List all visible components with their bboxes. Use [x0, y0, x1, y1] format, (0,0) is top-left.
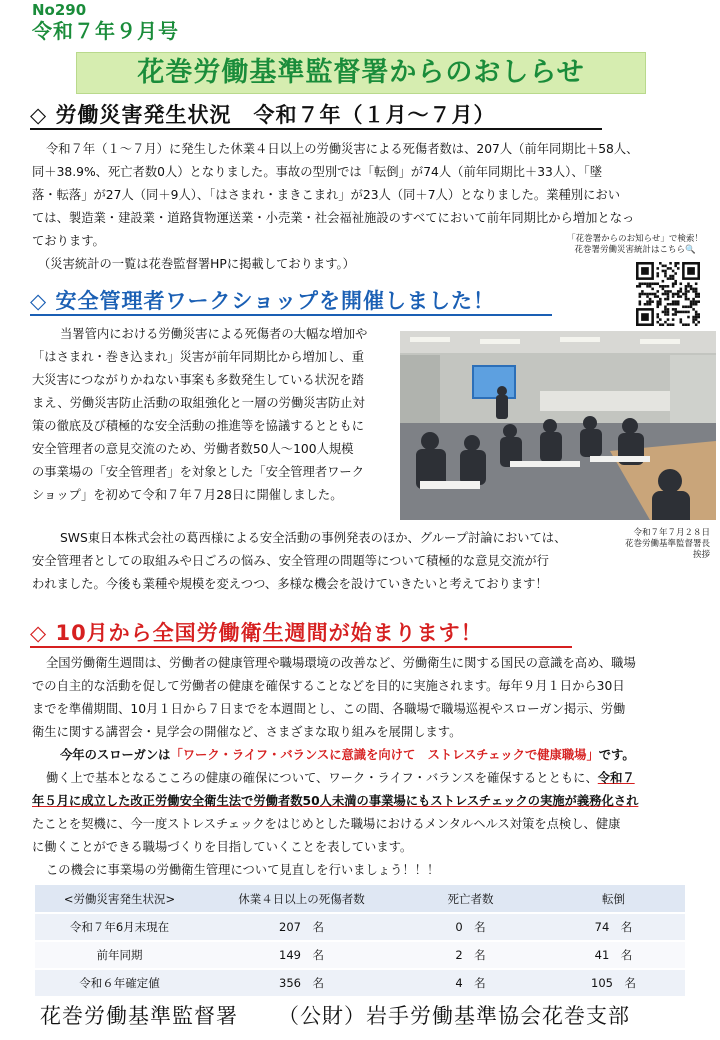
table-cell: 令和７年6月末現在 — [35, 913, 204, 941]
table-header: 転倒 — [542, 885, 685, 913]
newsletter-banner: 花巻労働基準監督署からのおしらせ — [76, 52, 646, 94]
section2-line: ショップ」を初めて令和７年７月28日に開催しました。 — [32, 488, 343, 502]
table-header: 死亡者数 — [399, 885, 542, 913]
qr-code[interactable] — [636, 262, 700, 326]
section2-line: SWS東日本株式会社の葛西様による安全活動の事例発表のほか、グループ討論においては、 — [60, 531, 567, 545]
table-cell: 105 名 — [542, 969, 685, 997]
section2-line: の事業場の「安全管理者」を対象とした「安全管理者ワーク — [32, 465, 365, 479]
footer-office: 花巻労働基準監督署 — [40, 1004, 238, 1028]
table-cell: 4 名 — [399, 969, 542, 997]
table-row — [35, 913, 685, 941]
qr-note-line: 「花巻署からのお知らせ」で検索！ — [567, 234, 703, 244]
photo-caption-line: 花巻労働基準監督署長 — [624, 539, 710, 549]
table-row — [35, 941, 685, 969]
photo-caption-line: 挨拶 — [692, 550, 710, 560]
section3-closing: この機会に事業場の労働衛生管理について見直しを行いましょう！！！ — [46, 863, 440, 877]
section3-line: に働くことができる職場づくりを目指していくことを表しています。 — [32, 840, 413, 854]
table-cell: 前年同期 — [35, 941, 204, 969]
section1-body — [32, 138, 638, 276]
section3-text: 働く上で基本となるこころの健康の確保について、ワーク・ライフ・バランスを確保するとともに、 — [46, 771, 598, 785]
section3-body — [32, 652, 638, 882]
accident-statistics-table — [35, 885, 685, 998]
footer-association: （公財）岩手労働基準協会花巻支部 — [278, 1004, 630, 1028]
section1-line: 落・転落」が27人（同＋9人）、「はさまれ・まきこまれ」が23人（同＋7人）となりました。業種別におい — [32, 188, 621, 202]
section1-line: 令和７年（１～７月）に発生した休業４日以上の労働災害による死傷者数は、207人（前年同期比＋58人、 — [46, 142, 639, 156]
law-amendment-emphasis: 令和７ — [597, 771, 635, 785]
section2-line: われました。今後も業種や規模を変えつつ、多様な機会を設けていきたいと考えております！ — [32, 577, 548, 591]
section2-body-continued — [32, 527, 566, 596]
section1-line: ては、製造業・建設業・道路貨物運送業・小売業・社会福祉施設のすべてにおいて前年同期比から増加となっ — [32, 211, 635, 225]
table-header: 休業４日以上の死傷者数 — [204, 885, 399, 913]
table-cell: 356 名 — [204, 969, 399, 997]
issue-number: No290 — [32, 1, 87, 19]
section2-line: 安全管理者の意見交流のため、労働者数50人～100人規模 — [32, 442, 354, 456]
section1-line: 同＋38.9%、死亡者数0人）となりました。事故の型別では「転倒」が74人（前年同期比＋33人）、「墜 — [32, 165, 603, 179]
section1-line: （災害統計の一覧は花巻監督署HPに掲載しております。） — [38, 257, 355, 271]
table-row — [35, 969, 685, 997]
qr-note-line: 花巻署労働災害統計はこちら🔍 — [574, 245, 696, 255]
photo-caption-line: 令和７年７月２８日 — [633, 528, 710, 538]
section2-line: まえ、労働災害防止活動の取組強化と一層の労働災害防止対 — [32, 396, 365, 410]
section2-line: 安全管理者としての取組みや日ごろの悩み、安全管理の問題等について積極的な意見交流が行 — [32, 554, 549, 568]
workshop-photo — [400, 331, 716, 520]
table-cell: 207 名 — [204, 913, 399, 941]
section-heading-workshop: ◇ 安全管理者ワークショップを開催しました！ — [30, 288, 552, 316]
slogan-text: 「ワーク・ライフ・バランスに意識を向けて ストレスチェックで健康職場」 — [170, 748, 599, 762]
section3-line: たことを契機に、今一度ストレスチェックをはじめとした職場におけるメンタルヘルス対策を点検し、健康 — [32, 817, 621, 831]
table-cell: 149 名 — [204, 941, 399, 969]
table-cell: 41 名 — [542, 941, 685, 969]
section1-line: ております。 — [32, 234, 105, 248]
section3-line: 衛生に関する講習会・見学会の開催など、さまざまな取り組みを展開します。 — [32, 725, 462, 739]
section3-line: までを準備期間、10月１日から７日までを本週間とし、この間、各職場で職場巡視やスローガン掲示、労働 — [32, 702, 626, 716]
section2-line: 大災害につながりかねない事案も多数発生している状況を踏 — [32, 373, 364, 387]
slogan-line — [32, 744, 638, 767]
section-heading-health-week: ◇ 10月から全国労働衛生週間が始まります！ — [30, 620, 572, 648]
footer — [40, 1002, 630, 1030]
table-cell: 0 名 — [399, 913, 542, 941]
section2-line: 「はさまれ・巻き込まれ」災害が前年同期比から増加し、重 — [32, 350, 365, 364]
section-heading-accident-status: ◇ 労働災害発生状況 令和７年（１月～７月） — [30, 102, 602, 130]
law-amendment-emphasis: 年５月に成立した改正労働安全衛生法で労働者数50人未満の事業場にもストレスチェックの実施が義務化され — [32, 794, 639, 808]
section3-line: での自主的な活動を促して労働者の健康を確保することなどを目的に実施されます。毎年９月１日から30日 — [32, 679, 625, 693]
section2-body — [32, 323, 367, 507]
photo-caption — [596, 528, 710, 561]
slogan-suffix: です。 — [598, 748, 635, 762]
table-header-row — [35, 885, 685, 913]
slogan-intro: 今年のスローガンは — [60, 748, 171, 762]
table-cell: 2 名 — [399, 941, 542, 969]
section3-line — [32, 767, 638, 790]
section3-line: 全国労働衛生週間は、労働者の健康管理や職場環境の改善など、労働衛生に関する国民の意識を高め、職場 — [46, 656, 636, 670]
table-header: <労働災害発生状況> — [35, 885, 204, 913]
qr-note — [560, 234, 710, 256]
edition-date: 令和７年９月号 — [32, 19, 179, 43]
section2-line: 策の徹底及び積極的な安全活動の推進等を協議するとともに — [32, 419, 365, 433]
table-cell: 令和６年確定値 — [35, 969, 204, 997]
section2-line: 当署管内における労働災害による死傷者の大幅な増加や — [60, 327, 368, 341]
table-cell: 74 名 — [542, 913, 685, 941]
